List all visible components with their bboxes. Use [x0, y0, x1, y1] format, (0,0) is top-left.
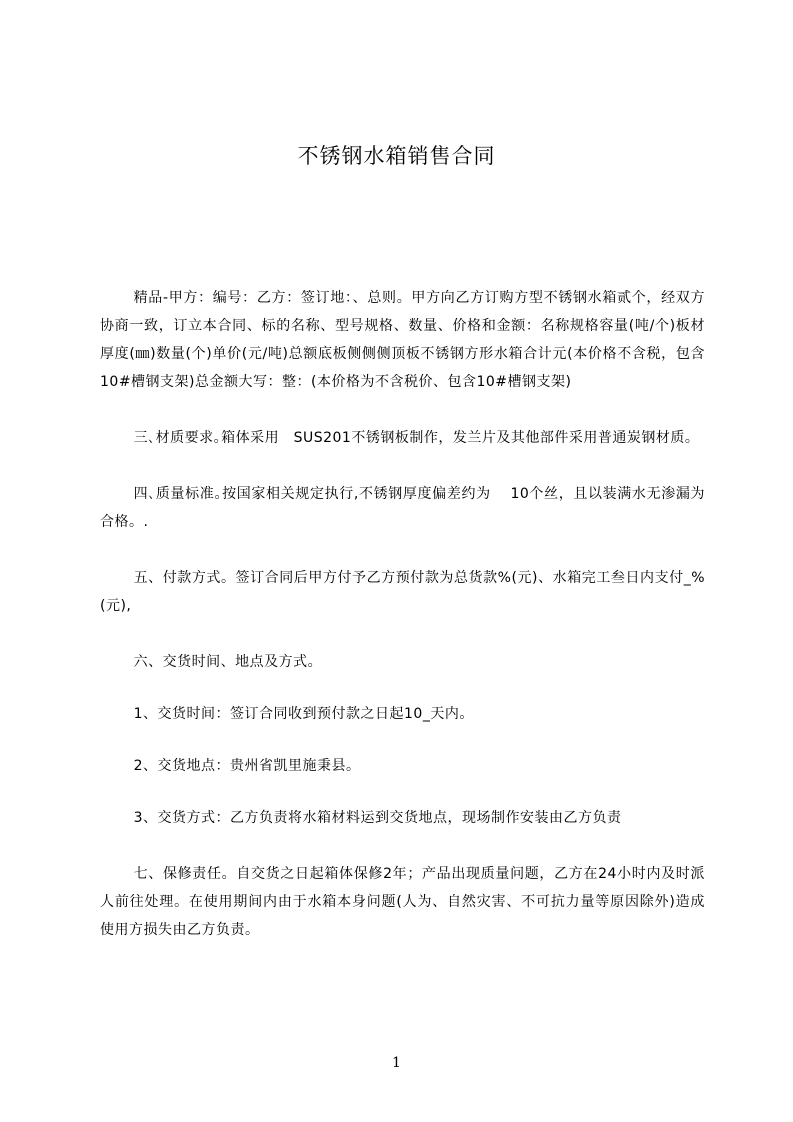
paragraph-material-requirements: 三､材质要求｡箱体采用 SUS201不锈钢板制作，发兰片及其他部件采用普通炭钢材质。	[133, 430, 700, 446]
paragraph-warranty: 七、保修责任。自交货之日起箱体保修2年；产品出现质量问题，乙方在24小时内及时派人前往处理。在使用期间内由于水箱本身问题(人为、自然灾害、不可抗力量等原因除外)造成使用方损失由乙方负责。	[100, 866, 705, 938]
paragraph-delivery-method: 3、交货方式：乙方负责将水箱材料运到交货地点，现场制作安装由乙方负责	[133, 810, 622, 826]
paragraph-delivery-time: 1、交货时间：签订合同收到预付款之日起10_天内。	[133, 706, 474, 722]
page-number: 1	[392, 1055, 401, 1071]
paragraph-payment-terms: 五、付款方式。签订合同后甲方付予乙方预付款为总货款%(元)、水箱完工叁日内支付_%(元),	[100, 570, 705, 614]
paragraph-general-terms: 精品-甲方：编号：乙方：签订地：、总则。甲方向乙方订购方型不锈钢水箱贰个，经双方协商一致，订立本合同、标的名称、型号规格、数量、价格和金额：名称规格容量(吨/个)板材厚度(㎜)数量(个)单价(元/吨)总额底板侧侧侧顶板不锈钢方形水箱合计元(本价格不含税，包含10#槽钢支架)总金额大写：整：(本价格为不含税价、包含10#槽钢支架)	[100, 290, 705, 390]
paragraph-quality-standards: 四､质量标准｡按国家相关规定执行,不锈钢厚度偏差约为 10个丝，且以装满水无渗漏为合格。.	[100, 486, 705, 530]
document-title: 不锈钢水箱销售合同	[297, 144, 496, 168]
paragraph-delivery-location: 2、交货地点：贵州省凯里施秉县。	[133, 758, 361, 774]
paragraph-delivery-heading: 六、交货时间、地点及方式。	[133, 654, 323, 670]
document-body	[100, 284, 705, 972]
